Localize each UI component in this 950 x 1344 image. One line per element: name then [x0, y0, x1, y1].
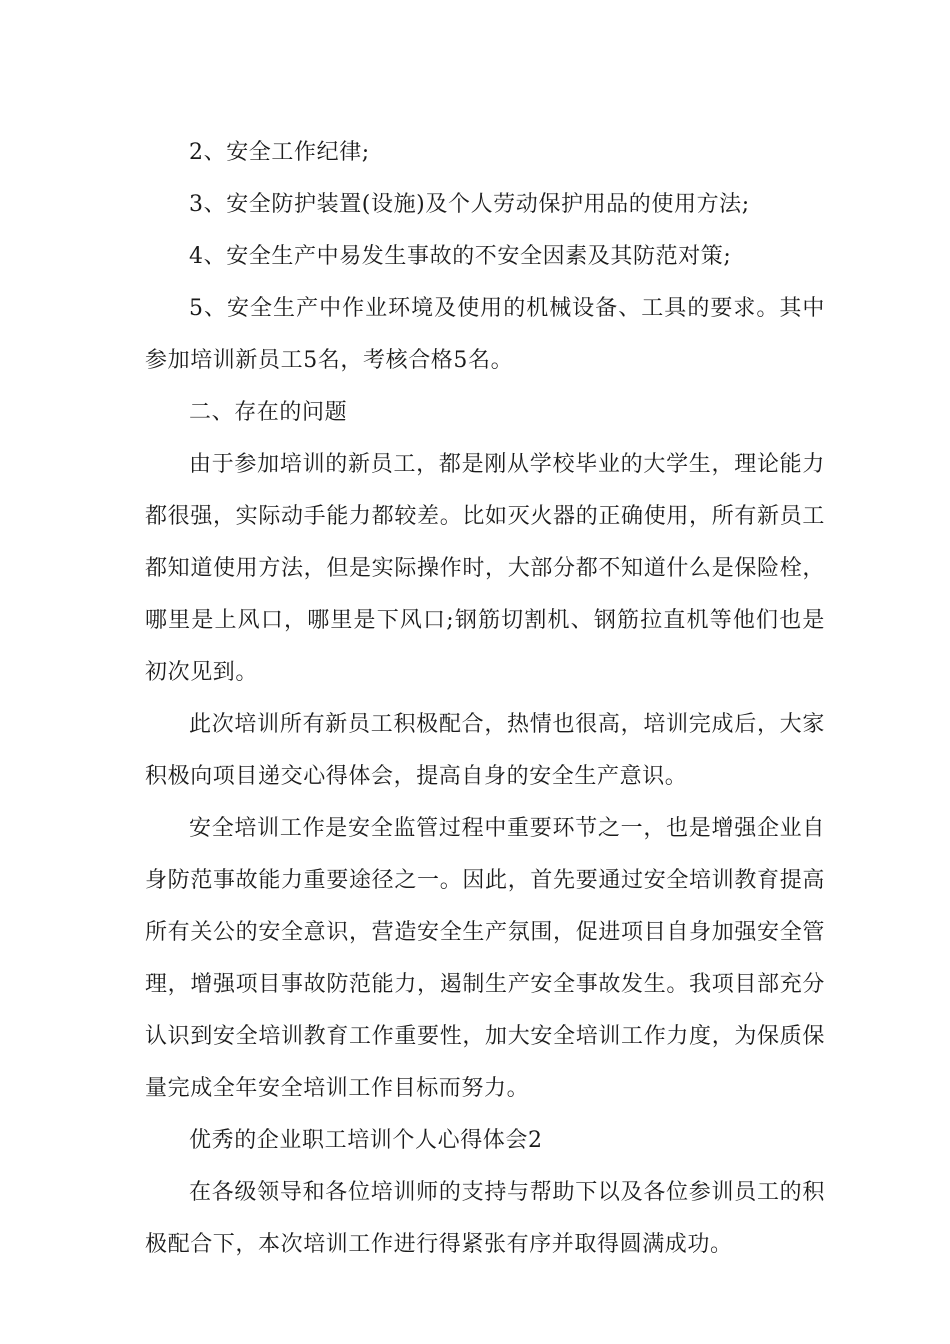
paragraph-importance: 安全培训工作是安全监管过程中重要环节之一，也是增强企业自身防范事故能力重要途径之一。因此，首先要通过安全培训教育提高所有关公的安全意识，营造安全生产氛围，促进项目自身加强安全管理，增强项目事故防范能力，遏制生产安全事故发生。我项目部充分认识到安全培训教育工作重要性，加大安全培训工作力度，为保质保量完成全年安全培训工作目标而努力。: [145, 816, 825, 1101]
paragraph-problems: 由于参加培训的新员工，都是刚从学校毕业的大学生，理论能力都很强，实际动手能力都较差。比如灭火器的正确使用，所有新员工都知道使用方法，但是实际操作时，大部分都不知道什么是保险栓，哪里是上风口，哪里是下风口;钢筋切割机、钢筋拉直机等他们也是初次见到。: [145, 452, 825, 685]
list-item-discipline: 2、安全工作纪律;: [189, 140, 370, 165]
paragraph-cooperation: 此次培训所有新员工积极配合，热情也很高，培训完成后，大家积极向项目递交心得体会，提高自身的安全生产意识。: [145, 712, 825, 789]
list-item-hazard-factors: 4、安全生产中易发生事故的不安全因素及其防范对策;: [189, 244, 732, 269]
list-item-work-environment: 5、安全生产中作业环境及使用的机械设备、工具的要求。其中参加培训新员工5名，考核合格5名。: [145, 296, 825, 373]
document-body: [145, 127, 825, 1271]
section-heading-problems: 二、存在的问题: [189, 400, 348, 425]
article-title-2: 优秀的企业职工培训个人心得体会2: [189, 1128, 543, 1153]
paragraph-intro-2: 在各级领导和各位培训师的支持与帮助下以及各位参训员工的积极配合下，本次培训工作进行得紧张有序并取得圆满成功。: [145, 1180, 825, 1257]
list-item-protective-equipment: 3、安全防护装置(设施)及个人劳动保护用品的使用方法;: [189, 192, 750, 217]
